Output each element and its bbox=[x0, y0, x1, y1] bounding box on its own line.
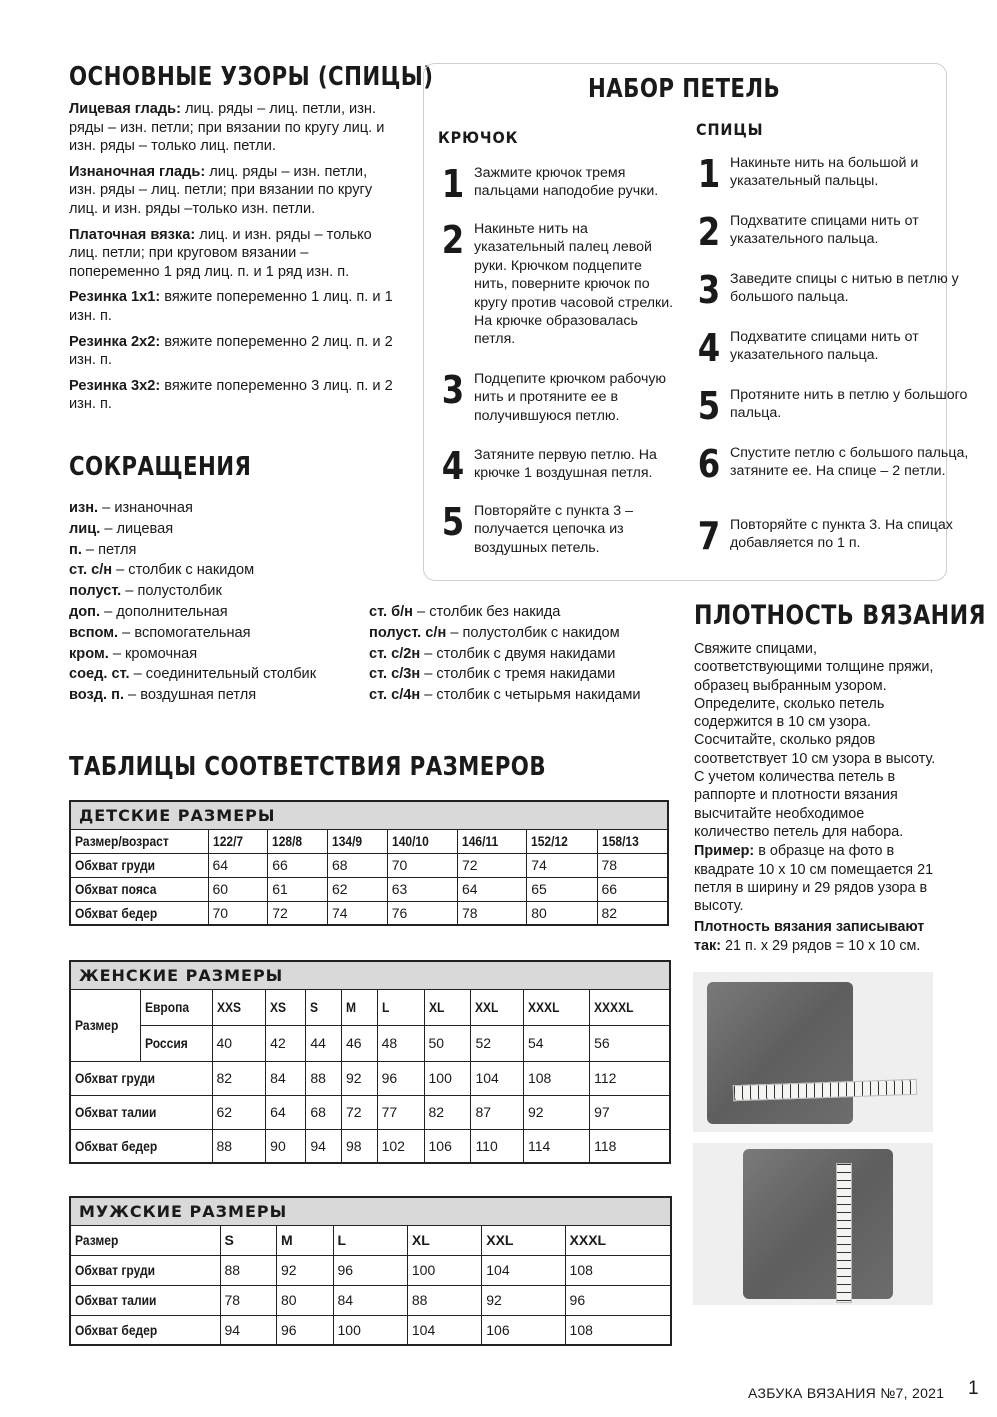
cast-on-box bbox=[423, 63, 969, 581]
men-size-table bbox=[69, 1196, 672, 1346]
pattern-text: лиц. ряды – изн. петли, изн. ряды – лиц. петли; при вязании по кругу лиц. и изн. ряды –только изн. петли. bbox=[69, 163, 373, 217]
table-row bbox=[70, 1129, 670, 1163]
europe-size-text: XS bbox=[270, 999, 287, 1015]
europe-size bbox=[377, 989, 424, 1025]
footer-magazine: АЗБУКА ВЯЗАНИЯ №7, 2021 bbox=[748, 1385, 945, 1401]
abbreviation-item bbox=[69, 664, 316, 685]
men-caption: МУЖСКИЕ РАЗМЕРЫ bbox=[70, 1197, 671, 1225]
cast-on-step bbox=[438, 446, 678, 486]
step-number: 3 bbox=[441, 368, 465, 412]
abbreviation-term: изн. bbox=[69, 500, 99, 516]
pattern-term: Изнаночная гладь: bbox=[69, 163, 206, 180]
step-number: 6 bbox=[697, 442, 721, 486]
step-number: 7 bbox=[697, 514, 721, 558]
europe-text: Европа bbox=[144, 999, 189, 1015]
abbreviation-meaning: – воздушная петля bbox=[124, 687, 257, 704]
table-cell: 80 bbox=[527, 901, 597, 925]
abbreviation-term: вспом. bbox=[69, 624, 119, 641]
table-cell: 84 bbox=[333, 1285, 407, 1315]
europe-label bbox=[140, 989, 212, 1025]
tape-measure-vertical bbox=[836, 1163, 852, 1303]
table-cell: 60 bbox=[208, 877, 268, 901]
abbreviation-meaning: – вспомогательная bbox=[118, 624, 251, 641]
abbreviation-item bbox=[69, 560, 316, 581]
europe-size-text: L bbox=[381, 999, 389, 1015]
table-cell: 66 bbox=[597, 877, 668, 901]
table-row bbox=[70, 901, 668, 925]
europe-size-text: M bbox=[345, 999, 356, 1015]
step-text: Подхватите спицами нить от указательного пальца. bbox=[730, 213, 919, 248]
kids-caption: ДЕТСКИЕ РАЗМЕРЫ bbox=[70, 801, 668, 829]
gauge-photo-height bbox=[693, 1143, 933, 1305]
row-label-text: Обхват бедер bbox=[75, 1137, 158, 1154]
row-label-text: Обхват пояса bbox=[75, 881, 157, 897]
gauge-record-label: Плотность вязания записывают так: bbox=[694, 919, 925, 954]
table-cell: 70 bbox=[387, 853, 457, 877]
step-text: Повторяйте с пункта 3. На спицах добавляется по 1 п. bbox=[730, 517, 953, 552]
kids-size-text: 152/12 bbox=[531, 833, 569, 849]
table-cell: 64 bbox=[266, 1095, 306, 1129]
cast-on-step bbox=[694, 212, 974, 252]
table-cell: 64 bbox=[208, 853, 268, 877]
table-cell: 96 bbox=[277, 1315, 334, 1345]
pattern-term: Резинка 2х2: bbox=[69, 333, 161, 350]
cast-on-step bbox=[438, 164, 678, 204]
russia-size: 42 bbox=[266, 1025, 306, 1061]
step-number: 5 bbox=[441, 500, 465, 544]
europe-size bbox=[590, 989, 670, 1025]
men-size-label bbox=[70, 1225, 220, 1255]
step-number: 1 bbox=[697, 152, 721, 196]
table-cell: 88 bbox=[407, 1285, 481, 1315]
abbreviation-term: лиц. bbox=[69, 520, 101, 537]
table-cell: 64 bbox=[457, 877, 526, 901]
abbreviation-item bbox=[69, 581, 316, 602]
abbreviation-term: ст. с/н bbox=[69, 562, 113, 579]
kids-size-header bbox=[527, 829, 597, 853]
hook-subtitle: КРЮЧОК bbox=[438, 128, 519, 147]
row-label bbox=[70, 853, 208, 877]
abbreviation-meaning: – столбик без накида bbox=[412, 604, 561, 620]
abbreviations-right-list bbox=[369, 602, 641, 706]
cast-on-step bbox=[438, 502, 678, 557]
gauge-description: Свяжите спицами, соответствующими толщине пряжи, образец выбранным узором. Определите, сколько петель содержится в 10 см узора. Сосчитайте, сколько рядов соответствует 10 см узора в высоту. С учетом количества петель в раппорте и плотности вязания высчитайте необходимое количество петель для набора. bbox=[694, 641, 936, 840]
europe-size-text: XL bbox=[428, 999, 444, 1015]
pattern-text: вяжите попеременно 1 лиц. п. и 1 изн. п. bbox=[69, 289, 393, 324]
table-cell: 82 bbox=[597, 901, 668, 925]
abbreviation-meaning: – столбик с четырьмя накидами bbox=[420, 687, 641, 704]
table-cell: 78 bbox=[457, 901, 526, 925]
kids-size-text: 146/11 bbox=[461, 833, 499, 849]
step-text: Накиньте нить на большой и указательный пальцы. bbox=[730, 155, 919, 190]
men-size-header: XXL bbox=[482, 1225, 565, 1255]
kids-size-header bbox=[208, 829, 268, 853]
row-label-text: Обхват талии bbox=[75, 1104, 157, 1120]
abbreviations-title: СОКРАЩЕНИЯ bbox=[69, 452, 252, 482]
kids-size-text: 128/8 bbox=[272, 833, 303, 849]
table-cell: 112 bbox=[590, 1061, 670, 1095]
cast-on-step bbox=[694, 154, 974, 194]
table-cell: 110 bbox=[471, 1129, 524, 1163]
kids-header-label bbox=[70, 829, 208, 853]
table-cell: 108 bbox=[565, 1255, 671, 1285]
russia-size: 52 bbox=[471, 1025, 524, 1061]
table-cell: 94 bbox=[306, 1129, 342, 1163]
pattern-term: Платочная вязка: bbox=[69, 226, 196, 243]
row-label-text: Обхват бедер bbox=[75, 1321, 158, 1338]
page-number: 1 bbox=[968, 1378, 979, 1399]
table-cell: 63 bbox=[387, 877, 457, 901]
basic-patterns-title: ОСНОВНЫЕ УЗОРЫ (СПИЦЫ) bbox=[69, 62, 434, 92]
russia-size: 48 bbox=[377, 1025, 424, 1061]
table-cell: 82 bbox=[424, 1095, 471, 1129]
size-tables-title: ТАБЛИЦЫ СООТВЕТСТВИЯ РАЗМЕРОВ bbox=[69, 752, 546, 782]
pattern-item bbox=[69, 163, 395, 219]
table-cell: 100 bbox=[333, 1315, 407, 1345]
table-cell: 74 bbox=[527, 853, 597, 877]
gauge-example-text: в образце на фото в квадрате 10 х 10 см помещается 21 петля в ширину и 29 рядов узора в высоту. bbox=[694, 843, 934, 915]
step-text: Подхватите спицами нить от указательного пальца. bbox=[730, 329, 919, 364]
table-cell: 78 bbox=[220, 1285, 277, 1315]
table-cell: 102 bbox=[377, 1129, 424, 1163]
row-label-text: Обхват груди bbox=[75, 1070, 156, 1086]
table-cell: 100 bbox=[424, 1061, 471, 1095]
table-cell: 80 bbox=[277, 1285, 334, 1315]
abbreviation-item bbox=[69, 519, 316, 540]
table-cell: 97 bbox=[590, 1095, 670, 1129]
gauge-text bbox=[694, 640, 936, 955]
europe-size-text: XXXL bbox=[527, 999, 560, 1015]
abbreviation-term: кром. bbox=[69, 645, 109, 662]
pattern-text: вяжите попеременно 2 лиц. п. и 2 изн. п. bbox=[69, 333, 393, 369]
table-cell: 104 bbox=[407, 1315, 481, 1345]
cast-on-step bbox=[694, 270, 974, 310]
europe-size bbox=[341, 989, 377, 1025]
russia-size: 54 bbox=[523, 1025, 589, 1061]
pattern-item bbox=[69, 377, 395, 414]
europe-size bbox=[523, 989, 589, 1025]
row-label bbox=[70, 1285, 220, 1315]
row-label bbox=[70, 1255, 220, 1285]
table-cell: 104 bbox=[471, 1061, 524, 1095]
abbreviation-item bbox=[369, 602, 641, 623]
table-cell: 65 bbox=[527, 877, 597, 901]
abbreviation-item bbox=[69, 623, 316, 644]
table-cell: 94 bbox=[220, 1315, 277, 1345]
table-cell: 72 bbox=[341, 1095, 377, 1129]
basic-patterns-list bbox=[69, 100, 395, 421]
men-size-header: S bbox=[220, 1225, 277, 1255]
step-text: Спустите петлю с большого пальца, затяните ее. На спице – 2 петли. bbox=[730, 445, 969, 480]
row-label bbox=[70, 877, 208, 901]
row-label bbox=[70, 1315, 220, 1345]
cast-on-title: НАБОР ПЕТЕЛЬ bbox=[588, 74, 781, 104]
men-size-header: L bbox=[333, 1225, 407, 1255]
abbreviation-meaning: – полустолбик с накидом bbox=[446, 624, 620, 641]
row-label bbox=[70, 1095, 212, 1129]
abbreviation-term: ст. с/3н bbox=[369, 666, 421, 683]
step-number: 4 bbox=[441, 444, 465, 488]
table-cell: 70 bbox=[208, 901, 268, 925]
men-size-text: Размер bbox=[75, 1232, 119, 1248]
knit-swatch bbox=[743, 1149, 893, 1299]
abbreviation-item bbox=[369, 664, 641, 685]
abbreviation-item bbox=[69, 602, 316, 623]
table-row bbox=[70, 853, 668, 877]
gauge-photo-width bbox=[693, 972, 933, 1132]
kids-size-header bbox=[327, 829, 387, 853]
men-size-header: XL bbox=[407, 1225, 481, 1255]
abbreviation-term: полуст. с/н bbox=[369, 624, 447, 641]
russia-size: 50 bbox=[424, 1025, 471, 1061]
abbreviation-term: полуст. bbox=[69, 583, 122, 600]
row-label-text: Обхват груди bbox=[75, 1262, 156, 1278]
table-cell: 114 bbox=[523, 1129, 589, 1163]
row-label-text: Обхват бедер bbox=[75, 904, 158, 921]
russia-text: Россия bbox=[144, 1035, 188, 1051]
abbreviation-meaning: – петля bbox=[81, 541, 137, 558]
europe-size-text: S bbox=[310, 999, 319, 1015]
table-row bbox=[70, 1061, 670, 1095]
row-label-text: Обхват груди bbox=[75, 857, 156, 873]
kids-size-text: 122/7 bbox=[212, 833, 243, 849]
table-cell: 88 bbox=[212, 1129, 266, 1163]
step-number: 1 bbox=[441, 162, 465, 206]
abbreviation-meaning: – столбик с тремя накидами bbox=[420, 666, 616, 683]
table-cell: 62 bbox=[212, 1095, 266, 1129]
gauge-record-text: 21 п. х 29 рядов = 10 х 10 см. bbox=[721, 937, 921, 954]
cast-on-step bbox=[694, 516, 974, 556]
kids-size-text: 158/13 bbox=[601, 833, 639, 849]
table-cell: 66 bbox=[268, 853, 328, 877]
europe-size bbox=[471, 989, 524, 1025]
step-text: Заведите спицы с нитью в петлю у большого пальца. bbox=[730, 271, 959, 306]
men-size-header: M bbox=[277, 1225, 334, 1255]
table-cell: 72 bbox=[457, 853, 526, 877]
kids-size-header bbox=[597, 829, 668, 853]
women-size-label bbox=[70, 989, 140, 1061]
women-caption: ЖЕНСКИЕ РАЗМЕРЫ bbox=[70, 961, 670, 989]
russia-size: 40 bbox=[212, 1025, 266, 1061]
row-label bbox=[70, 1129, 212, 1163]
abbreviation-item bbox=[69, 540, 316, 561]
pattern-item bbox=[69, 333, 395, 370]
europe-size-text: XXS bbox=[216, 999, 241, 1015]
knit-swatch bbox=[707, 982, 853, 1124]
table-cell: 92 bbox=[523, 1095, 589, 1129]
abbreviation-item bbox=[369, 644, 641, 665]
table-cell: 92 bbox=[341, 1061, 377, 1095]
gauge-example-label: Пример: bbox=[694, 843, 755, 860]
abbreviation-item bbox=[69, 685, 316, 706]
abbreviation-term: ст. с/2н bbox=[369, 645, 421, 662]
abbreviation-term: ст. б/н bbox=[369, 604, 413, 620]
table-cell: 87 bbox=[471, 1095, 524, 1129]
table-cell: 92 bbox=[482, 1285, 565, 1315]
europe-size bbox=[212, 989, 266, 1025]
table-cell: 92 bbox=[277, 1255, 334, 1285]
cast-on-step bbox=[438, 370, 678, 425]
table-cell: 62 bbox=[327, 877, 387, 901]
table-cell: 96 bbox=[333, 1255, 407, 1285]
table-cell: 74 bbox=[327, 901, 387, 925]
table-cell: 108 bbox=[565, 1315, 671, 1345]
abbreviation-item bbox=[369, 623, 641, 644]
europe-size-text: XXXXL bbox=[594, 999, 634, 1015]
step-number: 3 bbox=[697, 268, 721, 312]
table-row bbox=[70, 1285, 671, 1315]
cast-on-step bbox=[438, 220, 678, 349]
table-cell: 82 bbox=[212, 1061, 266, 1095]
pattern-term: Резинка 3х2: bbox=[69, 377, 161, 394]
table-cell: 90 bbox=[266, 1129, 306, 1163]
table-cell: 88 bbox=[220, 1255, 277, 1285]
abbreviation-meaning: – столбик с накидом bbox=[112, 562, 255, 579]
step-text: Подцепите крючком рабочую нить и протяните ее в получившуюся петлю. bbox=[474, 371, 667, 424]
pattern-term: Лицевая гладь: bbox=[69, 101, 181, 117]
row-label bbox=[70, 901, 208, 925]
europe-size bbox=[424, 989, 471, 1025]
pattern-term: Резинка 1х1: bbox=[69, 289, 161, 306]
pattern-text: лиц. и изн. ряды – только лиц. петли; при круговом вязании – попеременно 1 ряд лиц. п. и 1 ряд изн. п. bbox=[69, 226, 372, 280]
table-cell: 104 bbox=[482, 1255, 565, 1285]
step-text: Зажмите крючок тремя пальцами наподобие ручки. bbox=[474, 165, 659, 200]
abbreviation-item bbox=[69, 498, 316, 519]
women-size-table bbox=[69, 960, 671, 1164]
abbreviation-meaning: – лицевая bbox=[100, 520, 174, 537]
europe-size bbox=[306, 989, 342, 1025]
kids-header-text: Размер/возраст bbox=[75, 833, 169, 849]
table-cell: 96 bbox=[377, 1061, 424, 1095]
table-cell: 98 bbox=[341, 1129, 377, 1163]
table-cell: 84 bbox=[266, 1061, 306, 1095]
cast-on-step bbox=[694, 444, 974, 484]
abbreviation-term: ст. с/4н bbox=[369, 687, 421, 704]
row-label-text: Обхват талии bbox=[75, 1292, 157, 1308]
table-cell: 76 bbox=[387, 901, 457, 925]
kids-size-table bbox=[69, 800, 669, 926]
kids-size-text: 134/9 bbox=[331, 833, 363, 849]
table-cell: 100 bbox=[407, 1255, 481, 1285]
abbreviation-meaning: – изнаночная bbox=[98, 500, 193, 516]
step-number: 2 bbox=[697, 210, 721, 254]
cast-on-step bbox=[694, 328, 974, 368]
abbreviation-meaning: – дополнительная bbox=[100, 603, 228, 620]
table-row bbox=[70, 1095, 670, 1129]
abbreviation-term: возд. п. bbox=[69, 687, 124, 704]
step-text: Накиньте нить на указательный палец левой руки. Крючком подцепите нить, поверните крючок по кругу против часовой стрелки. На крючке образовалась петля. bbox=[474, 221, 674, 348]
europe-size-text: XXL bbox=[475, 999, 499, 1015]
abbreviation-meaning: – полустолбик bbox=[121, 583, 222, 600]
table-cell: 96 bbox=[565, 1285, 671, 1315]
kids-size-header bbox=[268, 829, 328, 853]
table-cell: 108 bbox=[523, 1061, 589, 1095]
step-number: 4 bbox=[697, 326, 721, 370]
table-cell: 61 bbox=[268, 877, 328, 901]
table-cell: 68 bbox=[306, 1095, 342, 1129]
pattern-item bbox=[69, 226, 395, 282]
abbreviation-meaning: – соединительный столбик bbox=[129, 666, 317, 683]
table-cell: 72 bbox=[268, 901, 328, 925]
russia-size: 44 bbox=[306, 1025, 342, 1061]
table-cell: 106 bbox=[482, 1315, 565, 1345]
step-text: Протяните нить в петлю у большого пальца. bbox=[730, 387, 968, 422]
table-cell: 106 bbox=[424, 1129, 471, 1163]
kids-size-header bbox=[387, 829, 457, 853]
step-text: Повторяйте с пункта 3 – получается цепочка из воздушных петель. bbox=[474, 503, 633, 556]
row-label bbox=[70, 1061, 212, 1095]
table-cell: 78 bbox=[597, 853, 668, 877]
kids-size-header bbox=[457, 829, 526, 853]
pattern-item bbox=[69, 100, 395, 156]
kids-size-text: 140/10 bbox=[391, 833, 429, 849]
women-size-text: Размер bbox=[75, 1017, 119, 1033]
abbreviation-term: соед. ст. bbox=[69, 666, 130, 683]
russia-label bbox=[140, 1025, 212, 1061]
europe-size bbox=[266, 989, 306, 1025]
pattern-item bbox=[69, 288, 395, 325]
needles-subtitle: СПИЦЫ bbox=[696, 120, 764, 139]
table-cell: 118 bbox=[590, 1129, 670, 1163]
table-cell: 77 bbox=[377, 1095, 424, 1129]
table-row bbox=[70, 877, 668, 901]
men-size-header: XXXL bbox=[565, 1225, 671, 1255]
cast-on-step bbox=[694, 386, 974, 426]
table-cell: 68 bbox=[327, 853, 387, 877]
abbreviation-term: п. bbox=[69, 541, 82, 558]
pattern-text: лиц. ряды – лиц. петли, изн. ряды – изн. петли; при вязании по кругу лиц. и изн. ряды – только лиц. петли. bbox=[69, 101, 385, 155]
step-number: 2 bbox=[441, 218, 465, 262]
pattern-text: вяжите попеременно 3 лиц. п. и 2 изн. п. bbox=[69, 377, 393, 413]
abbreviation-term: доп. bbox=[69, 603, 101, 620]
step-text: Затяните первую петлю. На крючке 1 воздушная петля. bbox=[474, 447, 657, 482]
table-cell: 88 bbox=[306, 1061, 342, 1095]
abbreviations-left-list bbox=[69, 498, 316, 706]
step-number: 5 bbox=[697, 384, 721, 428]
abbreviation-meaning: – столбик с двумя накидами bbox=[420, 645, 616, 662]
gauge-title: ПЛОТНОСТЬ ВЯЗАНИЯ bbox=[694, 600, 986, 631]
abbreviation-item bbox=[69, 644, 316, 665]
abbreviation-item bbox=[369, 685, 641, 706]
table-row bbox=[70, 1315, 671, 1345]
abbreviation-meaning: – кромочная bbox=[108, 645, 198, 662]
table-row bbox=[70, 1255, 671, 1285]
russia-size: 56 bbox=[590, 1025, 670, 1061]
russia-size: 46 bbox=[341, 1025, 377, 1061]
